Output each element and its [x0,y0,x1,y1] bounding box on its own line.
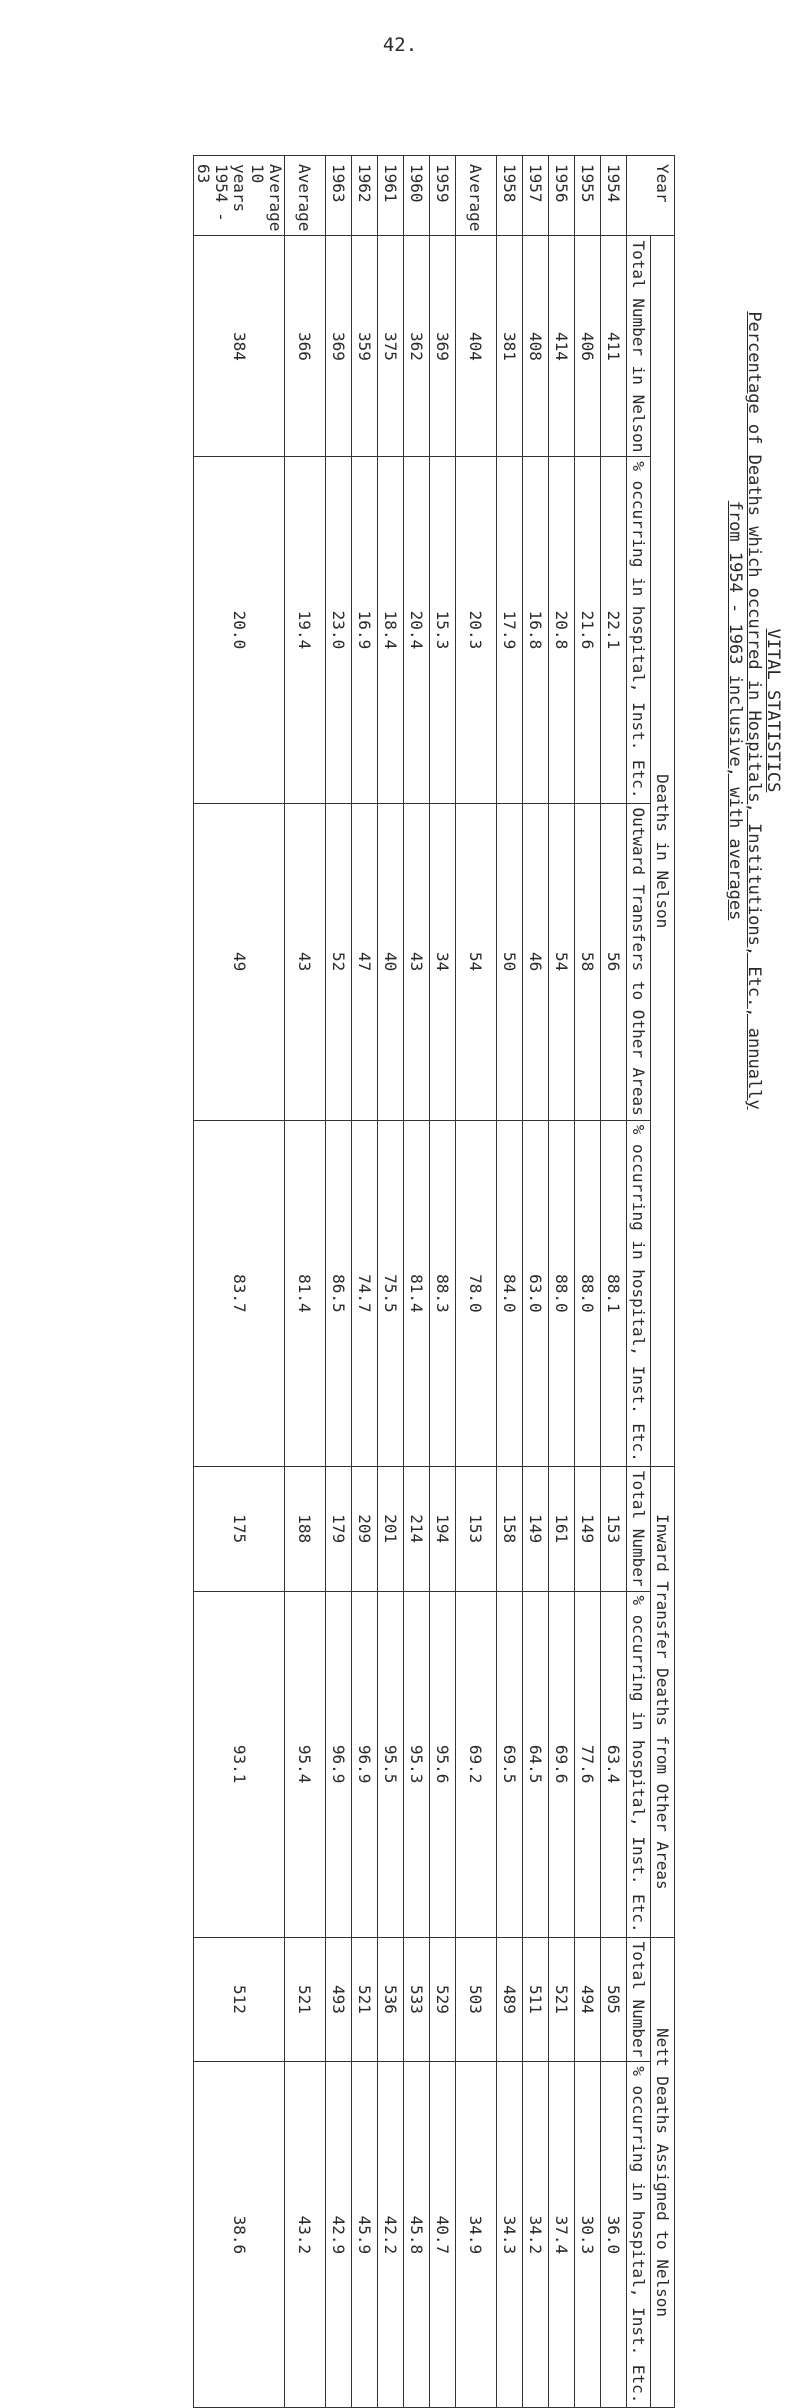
pct2-cell: 74.7 [352,1120,378,1466]
year-cell: 1956 [549,156,575,236]
pct4-cell: 43.2 [285,2062,326,2408]
pct3-cell: 96.9 [326,1591,352,1937]
pct3-cell: 69.5 [497,1591,523,1937]
inward-cell: 175 [194,1466,285,1591]
deaths-in-nelson-group-header: Deaths in Nelson [651,236,675,1466]
pct3-cell: 69.2 [456,1591,497,1937]
total-cell: 362 [404,236,430,457]
pct1-cell: 20.8 [549,457,575,803]
table-row [497,156,523,2408]
total-cell: 381 [497,236,523,457]
inward-cell: 149 [523,1466,549,1591]
table-row [352,156,378,2408]
pct3-cell: 63.4 [601,1591,627,1937]
pct4-cell: 42.2 [378,2062,404,2408]
inward-cell: 209 [352,1466,378,1591]
pct4-cell: 45.8 [404,2062,430,2408]
nett-cell: 494 [575,1937,601,2062]
year-cell: 1959 [430,156,456,236]
pct3-cell: 95.5 [378,1591,404,1937]
outward-cell: 50 [497,803,523,1120]
outward-cell: 43 [404,803,430,1120]
year-cell: 1961 [378,156,404,236]
nett-cell: 521 [352,1937,378,2062]
title-block [725,0,782,1421]
total-cell: 408 [523,236,549,457]
outward-cell: 40 [378,803,404,1120]
pct2-cell: 75.5 [378,1120,404,1466]
pct1-cell: 20.4 [404,457,430,803]
total-cell: 366 [285,236,326,457]
table-row [430,156,456,2408]
pct1-cell: 20.0 [194,457,285,803]
year-cell: 1960 [404,156,430,236]
total-cell: 369 [430,236,456,457]
pct1-cell: 22.1 [601,457,627,803]
total-cell: 375 [378,236,404,457]
nett-cell: 511 [523,1937,549,2062]
average-row [456,156,497,2408]
inward-cell: 149 [575,1466,601,1591]
pct4-cell: 38.6 [194,2062,285,2408]
pct4-cell: 30.3 [575,2062,601,2408]
inward-cell: 153 [601,1466,627,1591]
pct4-cell: 36.0 [601,2062,627,2408]
year-cell: 1954 [601,156,627,236]
pct4-cell: 45.9 [352,2062,378,2408]
total-cell: 369 [326,236,352,457]
pct1-cell: 16.9 [352,457,378,803]
inward-total-header: Total Number [627,1466,651,1591]
nett-cell: 489 [497,1937,523,2062]
pct1-cell: 18.4 [378,457,404,803]
nett-cell: 521 [549,1937,575,2062]
pct1-cell: 15.3 [430,457,456,803]
pct2-cell: 88.0 [549,1120,575,1466]
nett-cell: 493 [326,1937,352,2062]
ten-year-average-row [194,156,285,2408]
pct4-cell: 34.9 [456,2062,497,2408]
pct2-cell: 86.5 [326,1120,352,1466]
inward-transfer-group-header: Inward Transfer Deaths from Other Areas [651,1466,675,1937]
total-cell: 406 [575,236,601,457]
nett-total-header: Total Number [627,1937,651,2062]
page-subtitle-line-2: from 1954 - 1963 inclusive, with averages [725,500,745,921]
year-cell: Average 10 years 1954 - 63 [194,156,285,236]
total-number-header: Total Number in Nelson [627,236,651,457]
outward-cell: 56 [601,803,627,1120]
nett-cell: 529 [430,1937,456,2062]
pct3-cell: 69.6 [549,1591,575,1937]
pct1-cell: 16.8 [523,457,549,803]
pct-occurring-header-2: % occurring in hospital, Inst. Etc. [627,1120,651,1466]
pct3-cell: 93.1 [194,1591,285,1937]
total-cell: 404 [456,236,497,457]
pct3-cell: 95.4 [285,1591,326,1937]
pct4-cell: 40.7 [430,2062,456,2408]
inward-cell: 188 [285,1466,326,1591]
page-subtitle-line-1: Percentage of Deaths which occurred in Hospitals, Institutions, Etc., annually [744,311,764,1110]
table-row [601,156,627,2408]
pct2-cell: 81.4 [285,1120,326,1466]
outward-cell: 46 [523,803,549,1120]
inward-cell: 179 [326,1466,352,1591]
pct2-cell: 63.0 [523,1120,549,1466]
column-header-row [627,156,651,2408]
inward-cell: 214 [404,1466,430,1591]
table-row [378,156,404,2408]
year-cell: 1962 [352,156,378,236]
pct3-cell: 64.5 [523,1591,549,1937]
pct3-cell: 77.6 [575,1591,601,1937]
pct2-cell: 81.4 [404,1120,430,1466]
table-row [575,156,601,2408]
pct2-cell: 78.0 [456,1120,497,1466]
pct4-cell: 42.9 [326,2062,352,2408]
nett-cell: 521 [285,1937,326,2062]
total-cell: 384 [194,236,285,457]
nett-cell: 533 [404,1937,430,2062]
outward-cell: 34 [430,803,456,1120]
pct1-cell: 23.0 [326,457,352,803]
pct3-cell: 96.9 [352,1591,378,1937]
pct1-cell: 21.6 [575,457,601,803]
pct2-cell: 88.1 [601,1120,627,1466]
total-cell: 411 [601,236,627,457]
total-cell: 359 [352,236,378,457]
deaths-percentage-table [193,155,675,2408]
outward-cell: 49 [194,803,285,1120]
outward-cell: 52 [326,803,352,1120]
pct4-cell: 34.3 [497,2062,523,2408]
outward-cell: 47 [352,803,378,1120]
pct1-cell: 19.4 [285,457,326,803]
year-cell: 1958 [497,156,523,236]
average-row [285,156,326,2408]
year-cell: 1955 [575,156,601,236]
pct2-cell: 84.0 [497,1120,523,1466]
pct-occurring-header-1: % occurring in hospital, Inst. Etc. [627,457,651,803]
outward-transfers-header: Outward Transfers to Other Areas [627,803,651,1120]
nett-deaths-group-header: Nett Deaths Assigned to Nelson [651,1937,675,2408]
pct2-cell: 88.3 [430,1120,456,1466]
inward-cell: 201 [378,1466,404,1591]
pct4-cell: 37.4 [549,2062,575,2408]
pct3-cell: 95.3 [404,1591,430,1937]
inward-cell: 194 [430,1466,456,1591]
outward-cell: 54 [549,803,575,1120]
pct-occurring-header-4: % occurring in hospital, Inst. Etc. [627,2062,651,2408]
year-header: Year [627,156,675,236]
pct1-cell: 20.3 [456,457,497,803]
outward-cell: 54 [456,803,497,1120]
pct4-cell: 34.2 [523,2062,549,2408]
table-row [523,156,549,2408]
nett-cell: 505 [601,1937,627,2062]
page-heading: VITAL STATISTICS [763,628,783,793]
pct-occurring-header-3: % occurring in hospital, Inst. Etc. [627,1591,651,1937]
year-cell: 1957 [523,156,549,236]
year-cell: Average [456,156,497,236]
page-number: 42. [382,34,418,56]
nett-cell: 512 [194,1937,285,2062]
year-cell: Average [285,156,326,236]
pct3-cell: 95.6 [430,1591,456,1937]
pct2-cell: 88.0 [575,1120,601,1466]
group-header-row [651,156,675,2408]
inward-cell: 158 [497,1466,523,1591]
outward-cell: 43 [285,803,326,1120]
inward-cell: 161 [549,1466,575,1591]
table-row [549,156,575,2408]
table-row [326,156,352,2408]
year-cell: 1963 [326,156,352,236]
pct2-cell: 83.7 [194,1120,285,1466]
total-cell: 414 [549,236,575,457]
nett-cell: 536 [378,1937,404,2062]
pct1-cell: 17.9 [497,457,523,803]
nett-cell: 503 [456,1937,497,2062]
inward-cell: 153 [456,1466,497,1591]
table-row [404,156,430,2408]
outward-cell: 58 [575,803,601,1120]
